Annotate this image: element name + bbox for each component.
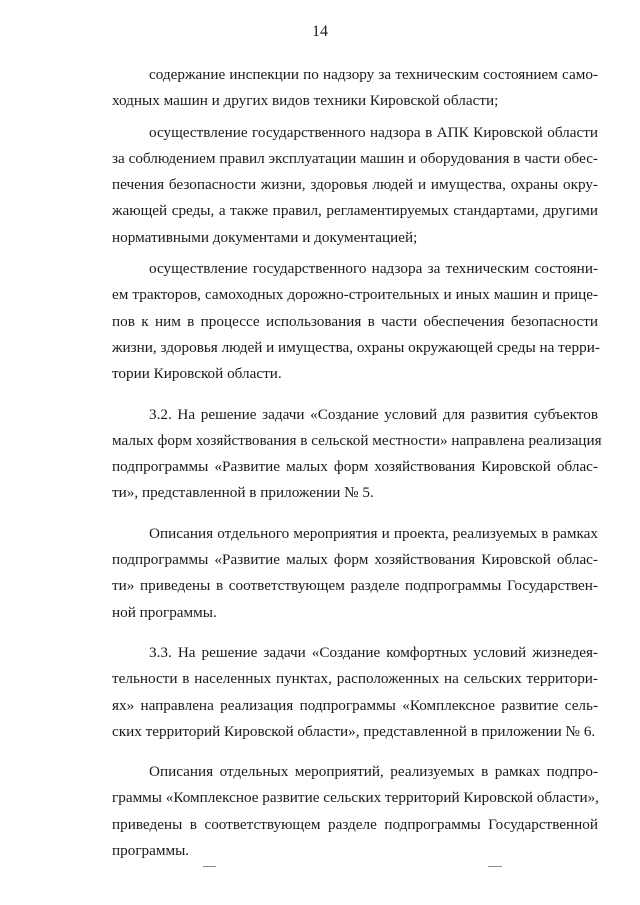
text-line: жизни, здоровья людей и имущества, охраны окружающей среды на терри- bbox=[112, 338, 600, 356]
text-line: программы. bbox=[112, 842, 190, 860]
paragraph-text bbox=[112, 402, 602, 507]
paragraph-7 bbox=[112, 759, 598, 864]
text-line: ях» направлена реализация подпрограммы «Комплексное развитие сель- bbox=[112, 696, 598, 714]
paragraph-1 bbox=[112, 62, 598, 115]
paragraph-5 bbox=[112, 521, 598, 626]
text-line: осуществление государственного надзора в АПК Кировской области bbox=[149, 123, 598, 141]
text-line: нормативными документами и документацией; bbox=[112, 228, 418, 246]
text-line: ти» приведены в соответствующем разделе подпрограммы Государствен- bbox=[112, 577, 598, 595]
text-line: ходных машин и других видов техники Кировской области; bbox=[112, 92, 499, 110]
text-line: ских территорий Кировской области», представленной в приложении № 6. bbox=[112, 722, 596, 740]
text-line: пов к ним в процессе использования в части обеспечения безопасности bbox=[112, 312, 598, 330]
paragraph-6 bbox=[112, 640, 598, 745]
paragraph-2 bbox=[112, 120, 598, 251]
text-line: содержание инспекции по надзору за техническим состоянием само- bbox=[149, 66, 598, 83]
text-line: тории Кировской области. bbox=[112, 365, 282, 383]
text-line: 3.2. На решение задачи «Создание условий для развития субъектов bbox=[149, 405, 598, 423]
text-line: граммы «Комплексное развитие сельских территорий Кировской области», bbox=[112, 789, 599, 807]
text-line: печения безопасности жизни, здоровья людей и имущества, охраны окру- bbox=[112, 176, 598, 194]
text-line: подпрограммы «Развитие малых форм хозяйствования Кировской облас- bbox=[112, 551, 598, 569]
text-line: осуществление государственного надзора за техническим состояни- bbox=[149, 260, 598, 278]
document-body bbox=[112, 62, 602, 869]
paragraph-text bbox=[112, 120, 598, 251]
footer-mark-left bbox=[203, 866, 216, 867]
text-line: приведены в соответствующем разделе подпрограммы Государственной bbox=[112, 815, 598, 833]
text-line: Описания отдельных мероприятий, реализуемых в рамках подпро- bbox=[149, 763, 598, 781]
footer-mark-right bbox=[488, 866, 502, 867]
text-line: жающей среды, а также правил, регламентируемых стандартами, другими bbox=[112, 202, 598, 220]
text-line: Описания отдельного мероприятия и проекта, реализуемых в рамках bbox=[149, 524, 598, 542]
text-line: тельности в населенных пунктах, расположенных на сельских территори- bbox=[112, 670, 598, 688]
text-line: за соблюдением правил эксплуатации машин и оборудования в части обес- bbox=[112, 149, 598, 167]
text-line: подпрограммы «Развитие малых форм хозяйствования Кировской облас- bbox=[112, 458, 598, 476]
text-line: ти», представленной в приложении № 5. bbox=[112, 484, 374, 502]
paragraph-4 bbox=[112, 402, 602, 507]
text-line: 3.3. На решение задачи «Создание комфортных условий жизнедея- bbox=[149, 643, 598, 661]
paragraph-text bbox=[112, 759, 598, 864]
text-line: ной программы. bbox=[112, 603, 217, 621]
paragraph-text bbox=[112, 521, 598, 626]
paragraph-text bbox=[112, 256, 598, 387]
paragraph-text bbox=[112, 640, 598, 745]
text-line: ем тракторов, самоходных дорожно-строительных и иных машин и прице- bbox=[112, 286, 598, 304]
paragraph-text bbox=[112, 62, 598, 115]
paragraph-3 bbox=[112, 256, 598, 387]
text-line: малых форм хозяйствования в сельской местности» направлена реализация bbox=[112, 431, 602, 449]
page-number: 14 bbox=[312, 23, 328, 40]
